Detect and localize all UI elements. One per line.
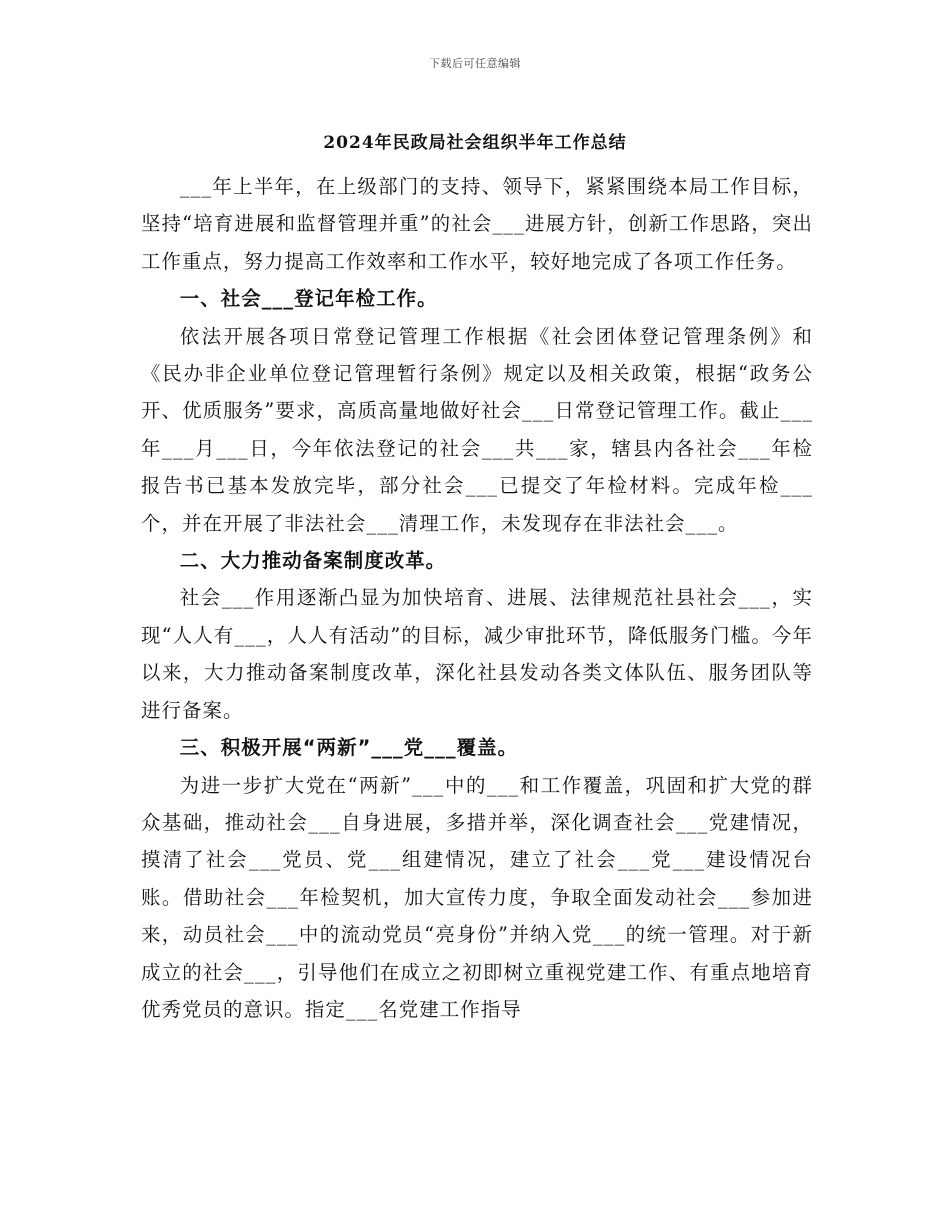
section-heading-3: 三、积极开展“两新”___党___覆盖。: [179, 736, 519, 760]
header-note: 下载后可任意编辑: [429, 57, 521, 70]
document-body: [141, 168, 813, 1028]
section-heading-2: 二、大力推动备案制度改革。: [179, 549, 447, 573]
paragraph-party-coverage: 为进一步扩大党在“两新”___中的___和工作覆盖，巩固和扩大党的群众基础，推动社会___自身进展，多措并举，深化调查社会___党建情况，摸清了社会___党员、党___组建情况，建立了社会___党___建设情况台账。借助社会___年检契机，加大宣传力度，争取全面发动社会___参加进来，动员社会___中的流动党员“亮身份”并纳入党___的统一管理。对于新成立的社会___，引导他们在成立之初即树立重视党建工作、有重点地培育优秀党员的意识。指定___名党建工作指导: [141, 773, 813, 1021]
section-heading-1: 一、社会___登记年检工作。: [179, 287, 438, 311]
document-title: 2024年民政局社会组织半年工作总结: [323, 133, 627, 153]
paragraph-registration: 依法开展各项日常登记管理工作根据《社会团体登记管理条例》和《民办非企业单位登记管理暂行条例》规定以及相关政策，根据“政务公开、优质服务”要求，高质高量地做好社会___日常登记管理工作。截止___年___月___日，今年依法登记的社会___共___家，辖县内各社会___年检报告书已基本发放完毕，部分社会___已提交了年检材料。完成年检___个，并在开展了非法社会___清理工作，未发现存在非法社会___。: [141, 324, 813, 535]
paragraph-intro: ___年上半年，在上级部门的支持、领导下，紧紧围绕本局工作目标，坚持“培育进展和监督管理并重”的社会___进展方针，创新工作思路，突出工作重点，努力提高工作效率和工作水平，较好地完成了各项工作任务。: [141, 175, 813, 273]
paragraph-filing-reform: 社会___作用逐渐凸显为加快培育、进展、法律规范社县社会___，实现“人人有___，人人有活动”的目标，减少审批环节，降低服务门槛。今年以来，大力推动备案制度改革，深化社县发动各类文体队伍、服务团队等进行备案。: [141, 586, 813, 722]
